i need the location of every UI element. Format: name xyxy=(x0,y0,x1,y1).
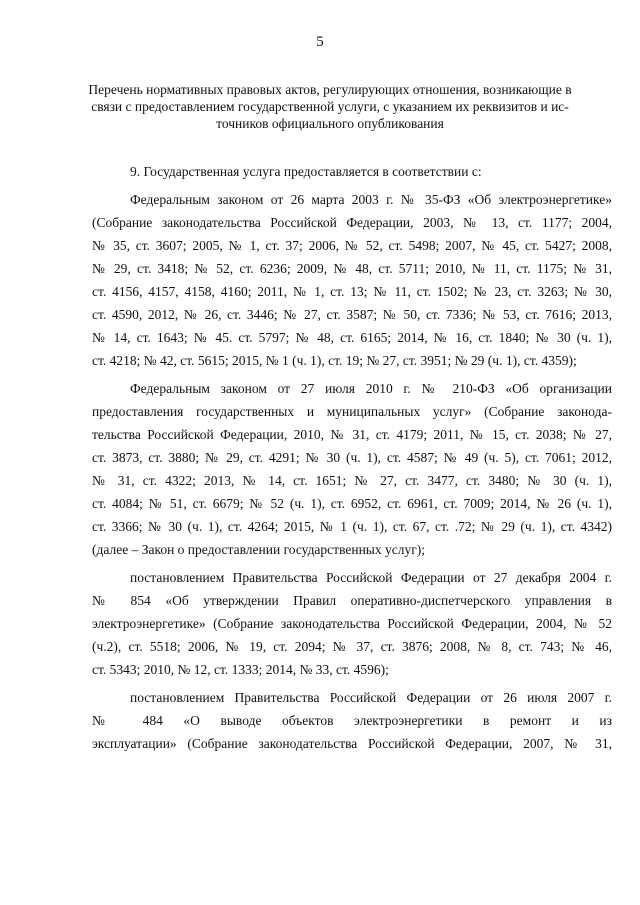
text-line: ст. 5343; 2010, № 12, ст. 1333; 2014, № 33, ст. 4596); xyxy=(92,662,389,677)
text-line: тельства Российской Федерации, 2010, № 31, ст. 4179; 2011, № 15, ст. 2038; № 27, xyxy=(92,427,612,442)
text-line: эксплуатации» (Собрание законодательства Российской Федерации, 2007, № 31, xyxy=(92,736,612,751)
text-line: (далее – Закон о предоставлении государственных услуг); xyxy=(92,542,426,557)
page-number: 5 xyxy=(316,34,324,50)
paragraph-law-210-fz xyxy=(92,377,612,561)
text-line: ст. 3366; № 30 (ч. 1), ст. 4264; 2015, № 1 (ч. 1), ст. 67, ст. .72; № 29 (ч. 1), ст. 4342) xyxy=(92,519,612,534)
paragraph-resolution-484 xyxy=(92,686,612,755)
text-line: электроэнергетике» (Собрание законодательства Российской Федерации, 2004, № 52 xyxy=(92,616,612,631)
text-line: 9. Государственная услуга предоставляется в соответствии с: xyxy=(130,164,482,179)
text-line: ст. 4156, 4157, 4158, 4160; 2011, № 1, ст. 13; № 11, ст. 1502; № 23, ст. 3263; № 30, xyxy=(92,284,612,299)
text-line: (Собрание законодательства Российской Федерации, 2003, № 13, ст. 1177; 2004, xyxy=(92,215,612,230)
text-line: № 14, ст. 1643; № 45. ст. 5797; № 48, ст. 6165; 2014, № 16, ст. 1840; № 30 (ч. 1), xyxy=(92,330,612,345)
text-line: ст. 3873, ст. 3880; № 29, ст. 4291; № 30 (ч. 1), ст. 4587; № 49 (ч. 5), ст. 7061; 2012, xyxy=(92,450,612,465)
text-line: Федеральным законом от 27 июля 2010 г. № 210-ФЗ «Об организации xyxy=(130,381,612,396)
heading-line: Перечень нормативных правовых актов, регулирующих отношения, возникающие в xyxy=(88,82,572,97)
text-line: (ч.2), ст. 5518; 2006, № 19, ст. 2094; № 37, ст. 3876; 2008, № 8, ст. 743; № 46, xyxy=(92,639,612,654)
document-heading xyxy=(70,81,590,132)
text-line: ст. 4590, 2012, № 26, ст. 3446; № 27, ст. 3587; № 50, ст. 7336; № 53, ст. 7616; 2013, xyxy=(92,307,612,322)
text-line: ст. 4218; № 42, ст. 5615; 2015, № 1 (ч. 1), ст. 19; № 27, ст. 3951; № 29 (ч. 1), ст. 4359); xyxy=(92,353,577,368)
paragraph-item-9 xyxy=(92,160,612,183)
text-line: № 31, ст. 4322; 2013, № 14, ст. 1651; № 27, ст. 3477, ст. 3480; № 30 (ч. 1), xyxy=(92,473,612,488)
text-line: № 484 «О выводе объектов электроэнергетики в ремонт и из xyxy=(92,713,612,728)
text-line: № 854 «Об утверждении Правил оперативно-диспетчерского управления в xyxy=(92,593,612,608)
text-line: постановлением Правительства Российской Федерации от 27 декабря 2004 г. xyxy=(130,570,612,585)
text-line: ст. 4084; № 51, ст. 6679; № 52 (ч. 1), ст. 6952, ст. 6961, ст. 7009; 2014, № 26 (ч. 1), xyxy=(92,496,612,511)
heading-line: связи с предоставлением государственной услуги, с указанием их реквизитов и ис- xyxy=(91,99,569,114)
text-line: предоставления государственных и муниципальных услуг» (Собрание законода- xyxy=(92,404,612,419)
text-line: № 29, ст. 3418; № 52, ст. 6236; 2009, № 48, ст. 5711; 2010, № 11, ст. 1175; № 31, xyxy=(92,261,612,276)
paragraph-resolution-854 xyxy=(92,566,612,681)
paragraph-law-35-fz xyxy=(92,188,612,372)
text-line: Федеральным законом от 26 марта 2003 г. № 35-ФЗ «Об электроэнергетике» xyxy=(130,192,612,207)
document-body xyxy=(92,160,612,760)
text-line: № 35, ст. 3607; 2005, № 1, ст. 37; 2006, № 52, ст. 5498; 2007, № 45, ст. 5427; 2008, xyxy=(92,238,612,253)
text-line: постановлением Правительства Российской Федерации от 26 июля 2007 г. xyxy=(130,690,612,705)
heading-line: точников официального опубликования xyxy=(216,116,444,131)
